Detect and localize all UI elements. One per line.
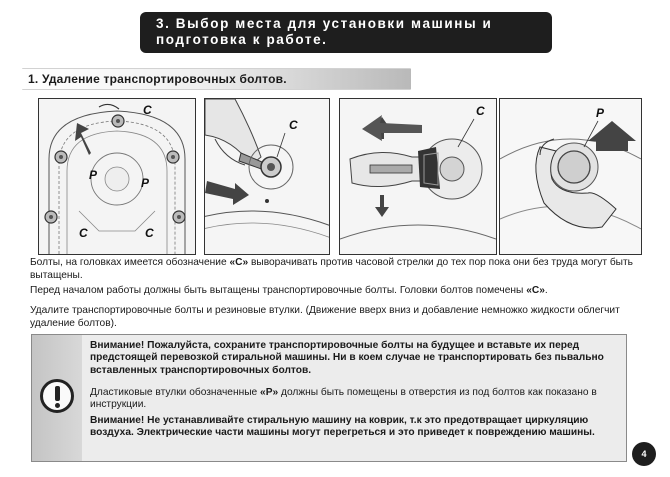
cap-code: «Р» bbox=[260, 387, 279, 398]
figure-back-panel-bolts bbox=[38, 98, 196, 255]
warning-keep-bolts: Внимание! Пожалуйста, сохраните транспортировочные болты на будущее и вставьте их перед предстоящей перевозкой стиральной машины. Ни в коем случае не транспортировать без пьвально вставленных транспортировочных болтов. bbox=[90, 340, 604, 376]
warning-box bbox=[31, 334, 627, 462]
paragraph-text: Перед началом работы должны быть вытащены транспортировочные болты. Головки болтов помечены bbox=[30, 285, 527, 296]
paragraph-text: выворачивать против часовой стрелки до тех пор пока они без труда могут быть вытащены. bbox=[30, 257, 633, 281]
warning-no-carpet: Внимание! Не устанавливайте стиральную машину на коврик, т.к это предотвращaет циркуляцию воздуха. Электрические части машины могут перегреться и это приведет к повреждению машины. bbox=[90, 415, 595, 439]
figure-label-c: C bbox=[79, 226, 88, 240]
chapter-title-line1: 3. Выбор места для установки машины и bbox=[156, 16, 493, 31]
paragraph-text: . bbox=[544, 285, 548, 296]
figure-label-c: C bbox=[476, 104, 485, 118]
warning-plastic-caps bbox=[90, 387, 616, 412]
section-title: 1. Удаление транспортировочных болтов. bbox=[28, 72, 287, 86]
figure-label-c: C bbox=[289, 118, 298, 132]
bolt-code: «С» bbox=[526, 285, 545, 296]
exclamation-icon bbox=[40, 379, 74, 413]
figure-label-c: C bbox=[145, 226, 154, 240]
paragraph-unscrew bbox=[30, 257, 655, 282]
bolt-code: «С» bbox=[229, 257, 249, 268]
paragraph-before-start bbox=[30, 285, 655, 298]
section-heading bbox=[22, 68, 411, 90]
figure-label-c: C bbox=[143, 103, 152, 117]
paragraph-text: Болты, на головках имеется обозначение bbox=[30, 257, 230, 268]
paragraph-remove: Удалите транспортировочные болты и резиновые втулки. (Движение вверх вниз и добавление немножко жидкости облегчит удаление болтов). bbox=[30, 305, 620, 329]
page-number: 4 bbox=[632, 442, 656, 466]
chapter-title bbox=[156, 16, 541, 48]
figure-label-p: P bbox=[89, 168, 98, 182]
figure-wrench-unscrew bbox=[204, 98, 330, 255]
chapter-title-line2: подготовка к работе. bbox=[156, 32, 328, 47]
warning-text: Длaстиковые втулки обозначенные bbox=[90, 387, 261, 398]
chapter-header bbox=[140, 12, 552, 53]
figure-label-p: P bbox=[596, 106, 605, 120]
figure-insert-cap bbox=[499, 98, 642, 255]
warning-text: должны быть помещены в отверстия из под болтов как показано в инструкции. bbox=[90, 387, 597, 411]
figure-pull-bolt bbox=[339, 98, 497, 255]
figure-label-p: P bbox=[141, 176, 150, 190]
